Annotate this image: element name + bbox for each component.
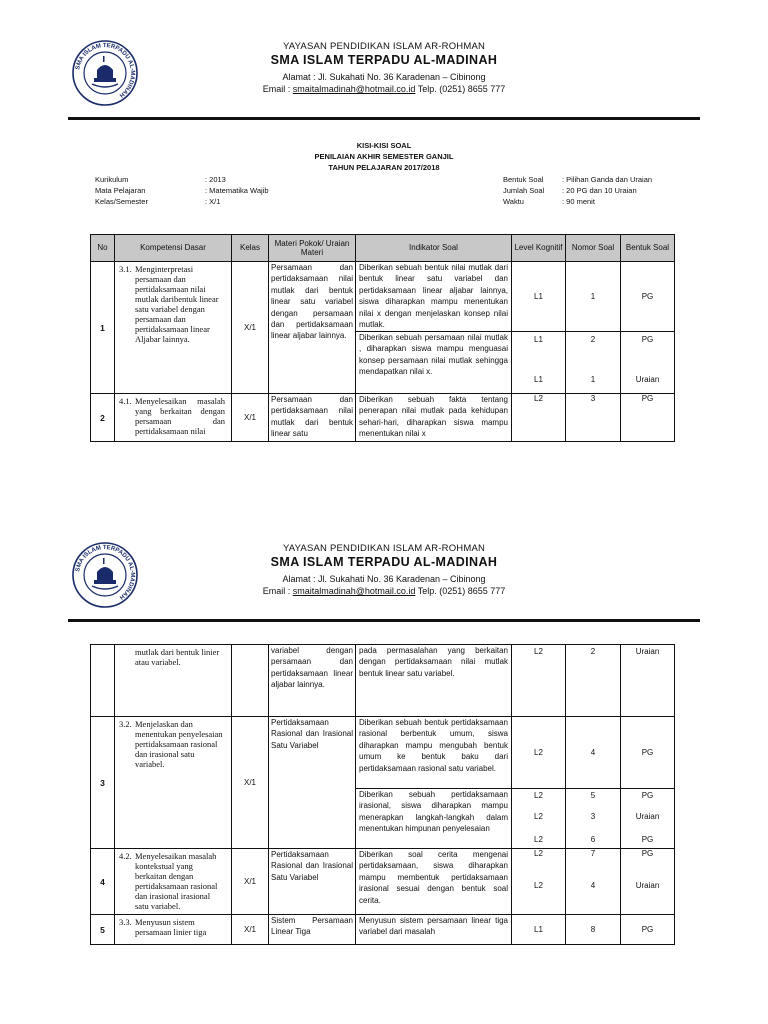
- materi-cell: Sistem Persamaan Linear Tiga: [269, 915, 356, 945]
- row-number: [91, 645, 115, 717]
- col-bentuk: Bentuk Soal: [621, 235, 675, 262]
- kd-number: 3.1.: [119, 264, 132, 274]
- nomor-cell: [566, 789, 621, 849]
- nomor-cell: 8: [566, 915, 621, 945]
- nomor-value: 5: [590, 791, 596, 800]
- meta-value: : Matematika Wajib: [205, 186, 269, 195]
- email-label: Email :: [262, 586, 293, 596]
- doc-subtitle: PENILAIAN AKHIR SEMESTER GANJIL: [314, 152, 454, 161]
- level-value: L1: [534, 335, 543, 344]
- email-link[interactable]: smaitalmadinah@hotmail.co.id: [292, 586, 416, 596]
- table-row: [91, 915, 675, 945]
- level-value: L2: [534, 791, 543, 800]
- meta-value: : Pilihan Ganda dan Uraian: [562, 175, 653, 184]
- nomor-cell: [566, 849, 621, 915]
- level-value: L2: [534, 881, 543, 890]
- kd-cell: [115, 915, 232, 945]
- indikator-cell: Diberikan soal cerita mengenai pertidaksamaan, siswa diharapkan mampu membentuk pertidaksamaan irasional sesuai dengan bentuk soal cerita.: [356, 849, 512, 915]
- meta-value: : 90 menit: [562, 197, 595, 206]
- kelas-cell: X/1: [232, 717, 269, 849]
- col-level: Level Kognitif: [512, 235, 566, 262]
- kelas-cell: X/1: [232, 849, 269, 915]
- bentuk-value: Uraian: [635, 881, 660, 890]
- header-rule: [68, 619, 700, 622]
- kd-number: 4.1.: [119, 396, 132, 406]
- indikator-cell: Diberikan sebuah persamaan nilai mutlak , diharapkan siswa mampu menguasai konsep persamaan nilai mutlak sehingga mendapatkan nilai x.: [356, 332, 512, 394]
- email-link[interactable]: smaitalmadinah@hotmail.co.id: [292, 84, 416, 94]
- meta-value: : 2013: [205, 175, 226, 184]
- svg-text:SMA ISLAM TERPADU AL-MADINAH: SMA ISLAM TERPADU AL-MADINAH: [75, 544, 136, 601]
- meta-label: Mata Pelajaran: [95, 186, 146, 195]
- level-value: L1: [534, 375, 543, 384]
- col-kelas: Kelas: [232, 235, 269, 262]
- level-cell: L1: [512, 915, 566, 945]
- meta-label: Waktu: [503, 197, 524, 206]
- bentuk-value: Uraian: [635, 812, 660, 821]
- meta-value: : X/1: [205, 197, 221, 206]
- foundation-name: YAYASAN PENDIDIKAN ISLAM AR-ROHMAN: [282, 543, 486, 554]
- kd-text: Menginterpretasi persamaan dan pertidaksamaan nilai mutlak daribentuk linear satu variabel dengan persamaan dan pertidaksamaan linear Aljabar lainnya.: [135, 264, 219, 344]
- nomor-cell: 2: [566, 645, 621, 717]
- kd-text: Menyelesaikan masalah yang berkaitan dengan persamaan dan pertidaksamaan nilai: [135, 396, 225, 436]
- bentuk-value: PG: [641, 335, 654, 344]
- bentuk-cell: PG: [621, 915, 675, 945]
- school-address: Alamat : Jl. Sukahati No. 36 Karadenan – Cibinong: [282, 72, 486, 82]
- nomor-cell: 1: [566, 262, 621, 332]
- nomor-value: 1: [590, 375, 596, 384]
- materi-cell: Pertidaksamaan Rasional dan Irasional Satu Variabel: [269, 717, 356, 849]
- nomor-value: 4: [590, 881, 596, 890]
- materi-cell: Persamaan dan pertidaksamaan nilai mutlak dari bentuk linear satu variabel dengan persamaan dan pertidaksamaan linear aljabar lainnya.: [269, 262, 356, 394]
- meta-label: Bentuk Soal: [503, 175, 544, 184]
- table-row: [91, 717, 675, 789]
- kd-cell: [115, 849, 232, 915]
- col-materi: Materi Pokok/ Uraian Materi: [269, 235, 356, 262]
- school-address: Alamat : Jl. Sukahati No. 36 Karadenan – Cibinong: [282, 574, 486, 584]
- bentuk-cell: [621, 789, 675, 849]
- kd-cell: [115, 645, 232, 717]
- materi-cell: Pertidaksamaan Rasional dan Irasional Satu Variabel: [269, 849, 356, 915]
- materi-cell: Persamaan dan pertidaksamaan nilai mutlak dari bentuk linear satu: [269, 394, 356, 442]
- row-number: 4: [91, 849, 115, 915]
- nomor-value: 2: [590, 335, 596, 344]
- row-number: 2: [91, 394, 115, 442]
- svg-text:SMA ISLAM TERPADU AL-MADINAH: SMA ISLAM TERPADU AL-MADINAH: [75, 42, 136, 99]
- col-indikator: Indikator Soal: [356, 235, 512, 262]
- bentuk-cell: PG: [621, 262, 675, 332]
- kd-text: Menjelaskan dan menentukan penyelesaian pertidaksamaan rasional dan irasional satu variabel.: [135, 719, 223, 769]
- indikator-cell: Diberikan sebuah fakta tentang penerapan nilai mutlak pada kehidupan sehari-hari, diharapkan siswa mampu menentukan nilai x: [356, 394, 512, 442]
- level-value: L2: [534, 849, 543, 858]
- school-contact: [0, 586, 768, 596]
- doc-title: KISI-KISI SOAL: [356, 141, 412, 150]
- level-cell: L2: [512, 394, 566, 442]
- materi-cell: variabel dengan persamaan dan pertidaksamaan linear aljabar lainnya.: [269, 645, 356, 717]
- kelas-cell: X/1: [232, 394, 269, 442]
- kelas-cell: X/1: [232, 262, 269, 394]
- phone-text: Telp. (0251) 8655 777: [415, 586, 506, 596]
- bentuk-value: PG: [641, 791, 654, 800]
- meta-label: Jumlah Soal: [503, 186, 545, 195]
- bentuk-cell: Uraian: [621, 645, 675, 717]
- kd-text: Menyelesaikan masalah kontekstual yang berkaitan dengan pertidaksamaan rasional dan irasional irasional satu variabel.: [135, 851, 218, 911]
- kd-text: mutlak dari bentuk linier atau variabel.: [135, 647, 220, 667]
- level-cell: L2: [512, 717, 566, 789]
- phone-text: Telp. (0251) 8655 777: [415, 84, 506, 94]
- bentuk-cell: PG: [621, 717, 675, 789]
- kisi-table-page2: [90, 644, 675, 945]
- level-cell: [512, 849, 566, 915]
- level-value: L2: [534, 812, 543, 821]
- kd-number: 3.3.: [119, 917, 132, 927]
- nomor-value: 6: [590, 835, 596, 844]
- indikator-cell: Diberikan sebuah bentuk pertidaksamaan rasional berbentuk umum, siswa diharapkan mampu mengubah bentuk umum ke bentuk baku dari pertidaksamaan rasional satu variabel.: [356, 717, 512, 789]
- nomor-cell: 4: [566, 717, 621, 789]
- level-cell: L1: [512, 262, 566, 332]
- kelas-cell: [232, 645, 269, 717]
- kd-cell: [115, 717, 232, 849]
- nomor-value: 3: [590, 812, 596, 821]
- meta-label: Kelas/Semester: [95, 197, 148, 206]
- bentuk-value: PG: [641, 835, 654, 844]
- level-cell: [512, 789, 566, 849]
- kd-number: 3.2.: [119, 719, 132, 729]
- school-name: SMA ISLAM TERPADU AL-MADINAH: [270, 555, 498, 569]
- indikator-cell: Diberikan sebuah bentuk nilai mutlak dari bentuk linear satu variabel dan pertidaksamaan linear aljabar lainnya, siswa diharapkan mampu menentukan nilai x dengan menjelaskan konsep nilai mutlak.: [356, 262, 512, 332]
- level-cell: L2: [512, 645, 566, 717]
- table-row: [91, 849, 675, 915]
- kd-number: 4.2.: [119, 851, 132, 861]
- row-number: 3: [91, 717, 115, 849]
- kelas-cell: X/1: [232, 915, 269, 945]
- foundation-name: YAYASAN PENDIDIKAN ISLAM AR-ROHMAN: [282, 41, 486, 52]
- letterhead: [0, 540, 768, 610]
- nomor-cell: 3: [566, 394, 621, 442]
- col-kd: Kompetensi Dasar: [115, 235, 232, 262]
- col-no: No: [91, 235, 115, 262]
- indikator-cell: pada permasalahan yang berkaitan dengan pertidaksamaan nilai mutlak bentuk linear satu variabel.: [356, 645, 512, 717]
- indikator-cell: Menyusun sistem persamaan linear tiga variabel dari masalah: [356, 915, 512, 945]
- col-nomor: Nomor Soal: [566, 235, 621, 262]
- school-name: SMA ISLAM TERPADU AL-MADINAH: [270, 53, 498, 67]
- level-value: L2: [534, 835, 543, 844]
- bentuk-cell: [621, 849, 675, 915]
- bentuk-value: PG: [641, 849, 654, 858]
- doc-year: TAHUN PELAJARAN 2017/2018: [328, 163, 440, 172]
- meta-value: : 20 PG dan 10 Uraian: [562, 186, 637, 195]
- meta-label: Kurikulum: [95, 175, 129, 184]
- indikator-cell: Diberikan sebuah pertidaksamaan irasional, siswa diharapkan mampu menerapkan langkah-langkah dalam menentukan himpunan penyelesaian: [356, 789, 512, 849]
- kd-text: Menyusun sistem persamaan linier tiga: [135, 917, 207, 937]
- row-number: 5: [91, 915, 115, 945]
- nomor-value: 7: [590, 849, 596, 858]
- row-number: 1: [91, 262, 115, 394]
- bentuk-cell: PG: [621, 394, 675, 442]
- email-label: Email :: [262, 84, 293, 94]
- table-row: [91, 645, 675, 717]
- bentuk-value: Uraian: [635, 375, 660, 384]
